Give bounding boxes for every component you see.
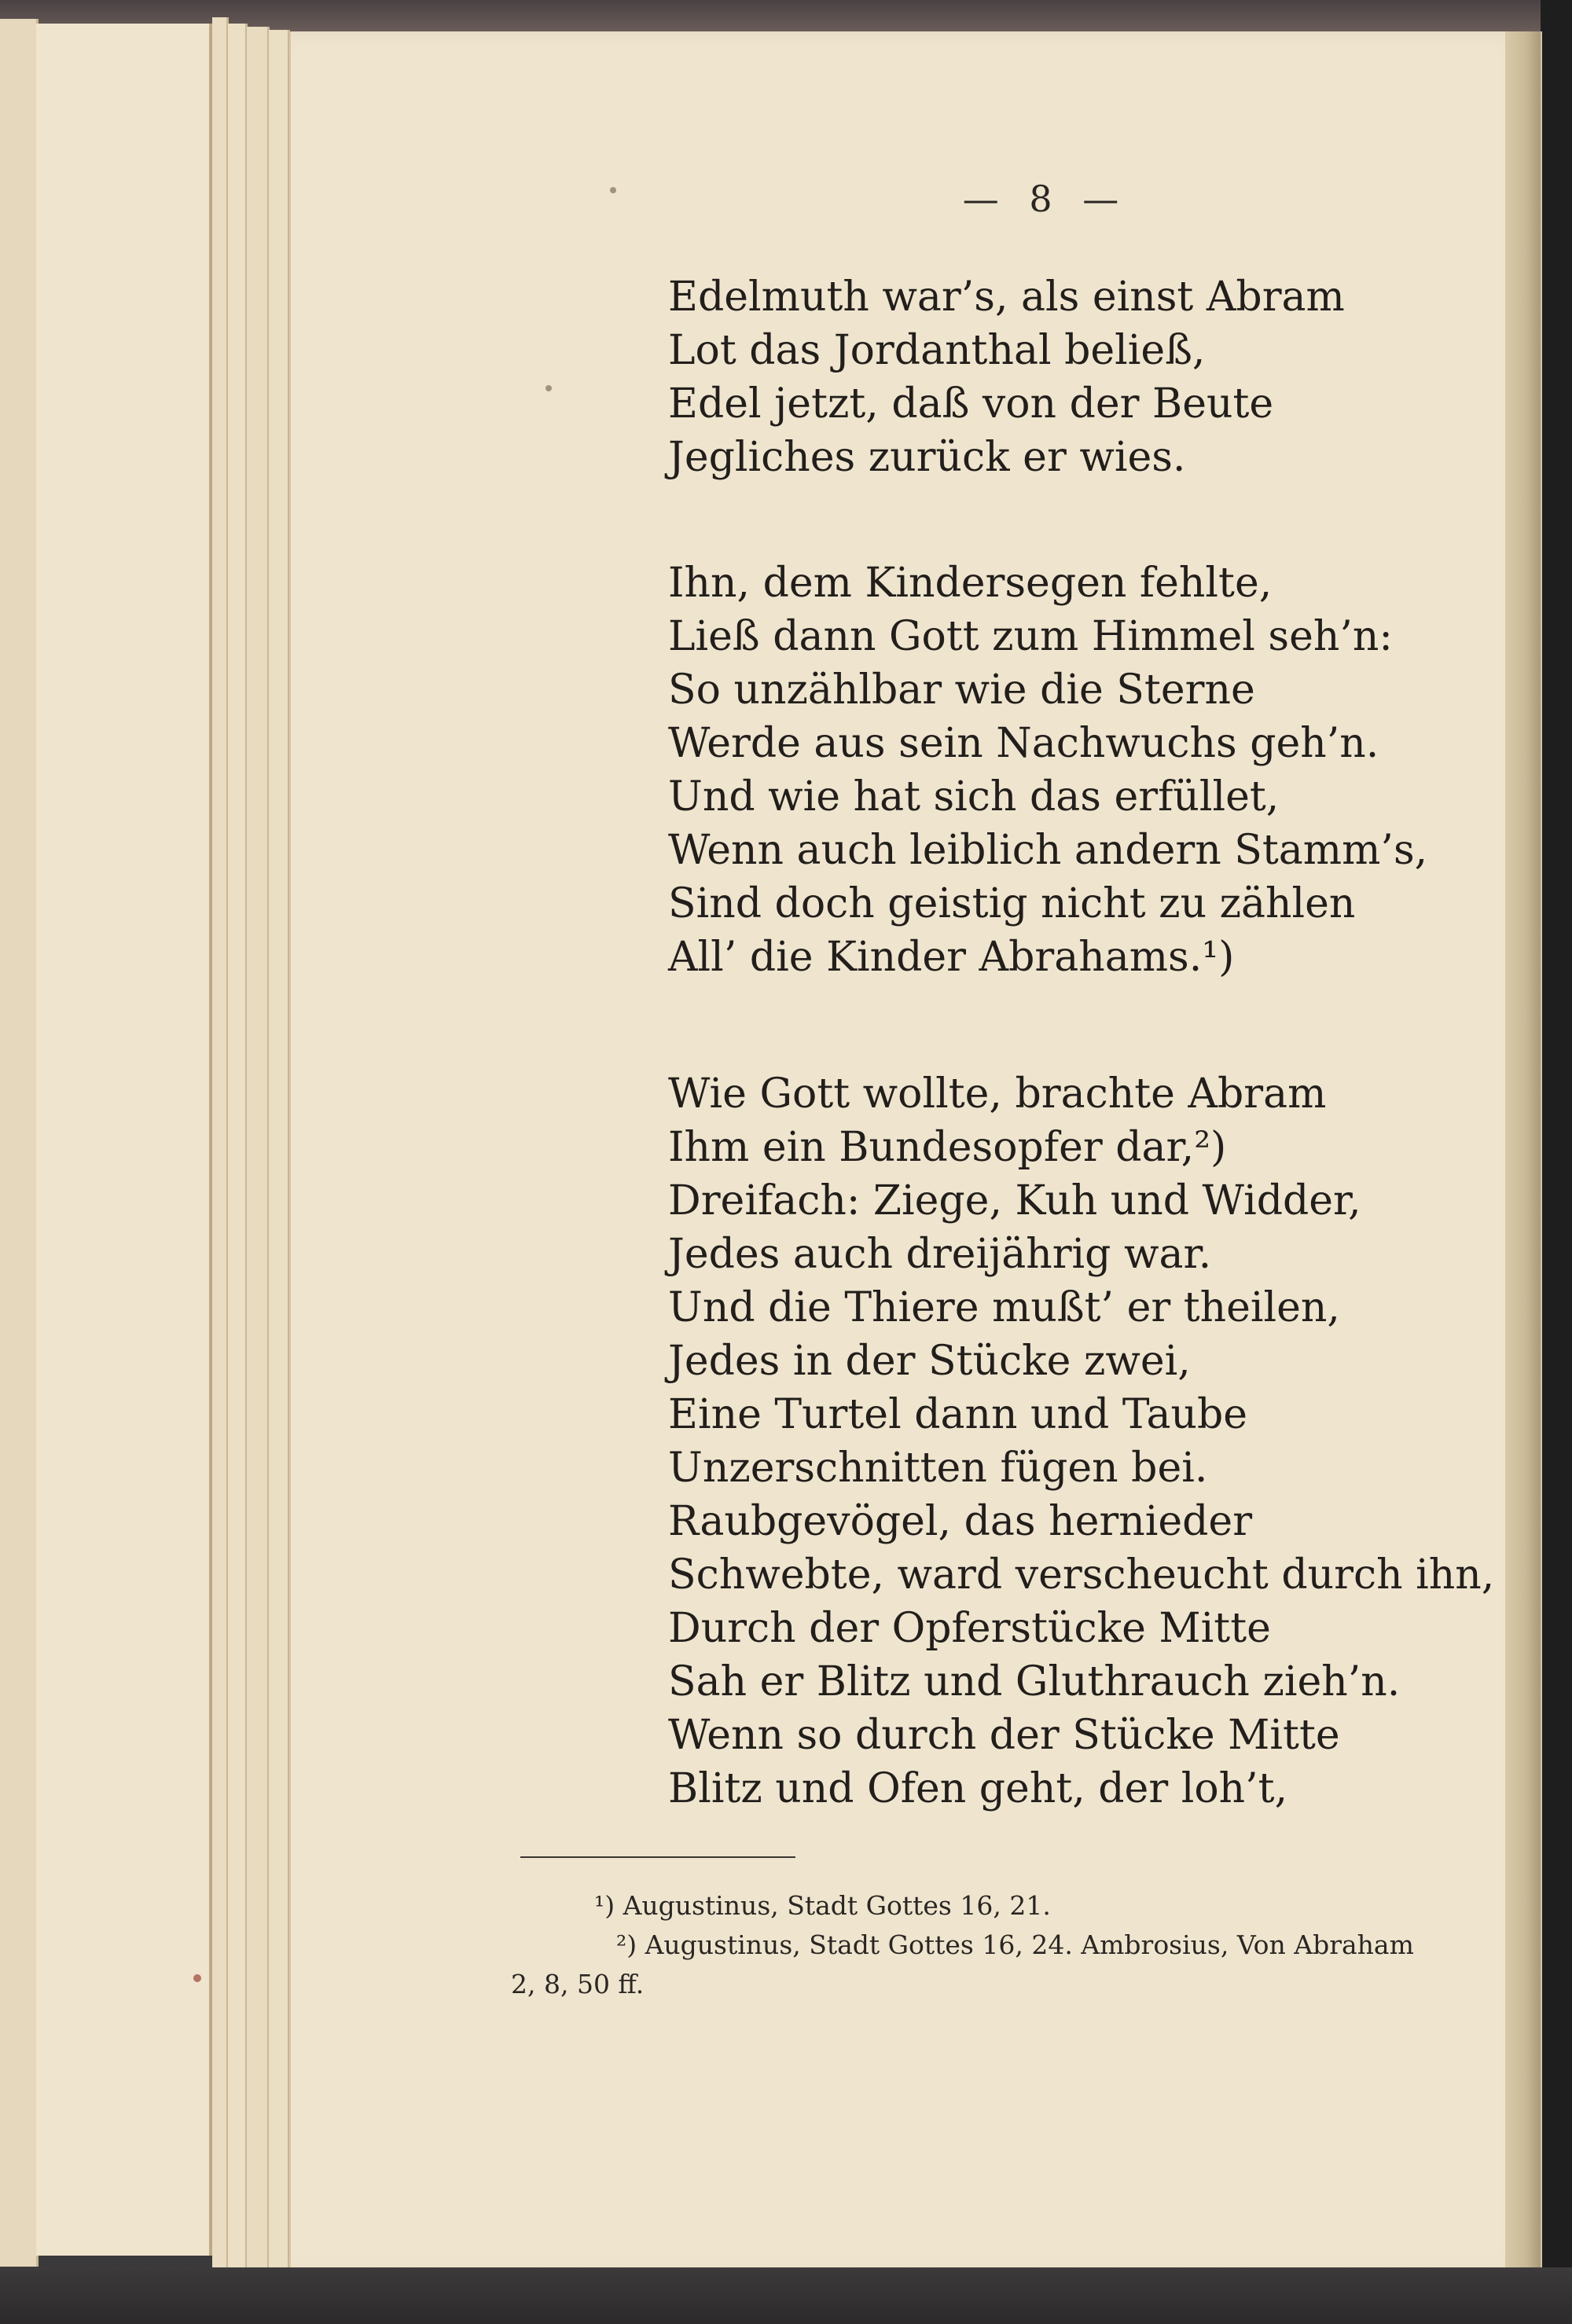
- book-cover-bottom: [0, 2267, 1572, 2324]
- poem-line: Jedes auch dreijährig war.: [668, 1231, 1212, 1278]
- poem-stanza-3: [668, 1067, 1501, 1816]
- page-edge: [247, 27, 270, 2282]
- poem-line: Edel jetzt, daß von der Beute: [668, 380, 1274, 428]
- poem-line: Lot das Jordanthal beließ,: [668, 327, 1206, 374]
- footnote-2-continuation: 2, 8, 50 ff.: [511, 1969, 645, 1999]
- poem-line: Ihm ein Bundesopfer dar,²): [668, 1124, 1227, 1171]
- poem-stanza-2: [668, 556, 1501, 984]
- poem-line: Wie Gott wollte, brachte Abram: [668, 1070, 1327, 1118]
- poem-line: Unzerschnitten fügen bei.: [668, 1445, 1208, 1492]
- footnote-rule: [520, 1856, 795, 1858]
- paper-speck: [610, 187, 616, 193]
- page-edge: [212, 17, 229, 2273]
- poem-line: Ließ dann Gott zum Himmel seh’n:: [668, 613, 1393, 660]
- poem-line: Werde aus sein Nachwuchs geh’n.: [668, 720, 1379, 767]
- page-number: — 8 —: [962, 178, 1129, 220]
- poem-line: Jegliches zurück er wies.: [668, 434, 1186, 481]
- footnote-2: ²) Augustinus, Stadt Gottes 16, 24. Ambrosius, Von Abraham: [616, 1929, 1414, 1960]
- poem-line: Und die Thiere mußt’ er theilen,: [668, 1284, 1340, 1331]
- footnotes: [511, 1886, 1525, 2004]
- poem-line: Wenn so durch der Stücke Mitte: [668, 1712, 1340, 1759]
- footnote-1: ¹) Augustinus, Stadt Gottes 16, 21.: [594, 1890, 1051, 1921]
- poem-line: Edelmuth war’s, als einst Abram: [668, 274, 1345, 321]
- page-edge: [269, 30, 290, 2278]
- paper-speck: [193, 1974, 201, 1982]
- poem-line: Und wie hat sich das erfüllet,: [668, 773, 1280, 821]
- poem-line: Wenn auch leiblich andern Stamm’s,: [668, 827, 1428, 874]
- poem-line: Sind doch geistig nicht zu zählen: [668, 880, 1356, 927]
- poem-line: Sah er Blitz und Gluthrauch zieh’n.: [668, 1658, 1401, 1705]
- poem-line: So unzählbar wie die Sterne: [668, 666, 1255, 714]
- book-cover-right: [1541, 0, 1572, 2324]
- paper-speck: [545, 385, 552, 391]
- poem-line: Schwebte, ward verscheucht durch ihn,: [668, 1551, 1495, 1599]
- poem-line: Durch der Opferstücke Mitte: [668, 1605, 1271, 1652]
- poem-line: Raubgevögel, das hernieder: [668, 1498, 1253, 1545]
- poem-line: Eine Turtel dann und Taube: [668, 1391, 1248, 1438]
- page-edge: [0, 19, 39, 2267]
- poem-line: Jedes in der Stücke zwei,: [668, 1338, 1191, 1385]
- page-edge: [36, 24, 212, 2256]
- poem-stanza-1: [668, 270, 1501, 484]
- poem-line: Dreifach: Ziege, Kuh und Widder,: [668, 1177, 1361, 1224]
- poem-line: All’ die Kinder Abrahams.¹): [668, 934, 1235, 981]
- poem-line: Ihn, dem Kindersegen fehlte,: [668, 560, 1273, 607]
- poem-line: Blitz und Ofen geht, der loh’t,: [668, 1765, 1288, 1812]
- page-edge: [228, 24, 248, 2287]
